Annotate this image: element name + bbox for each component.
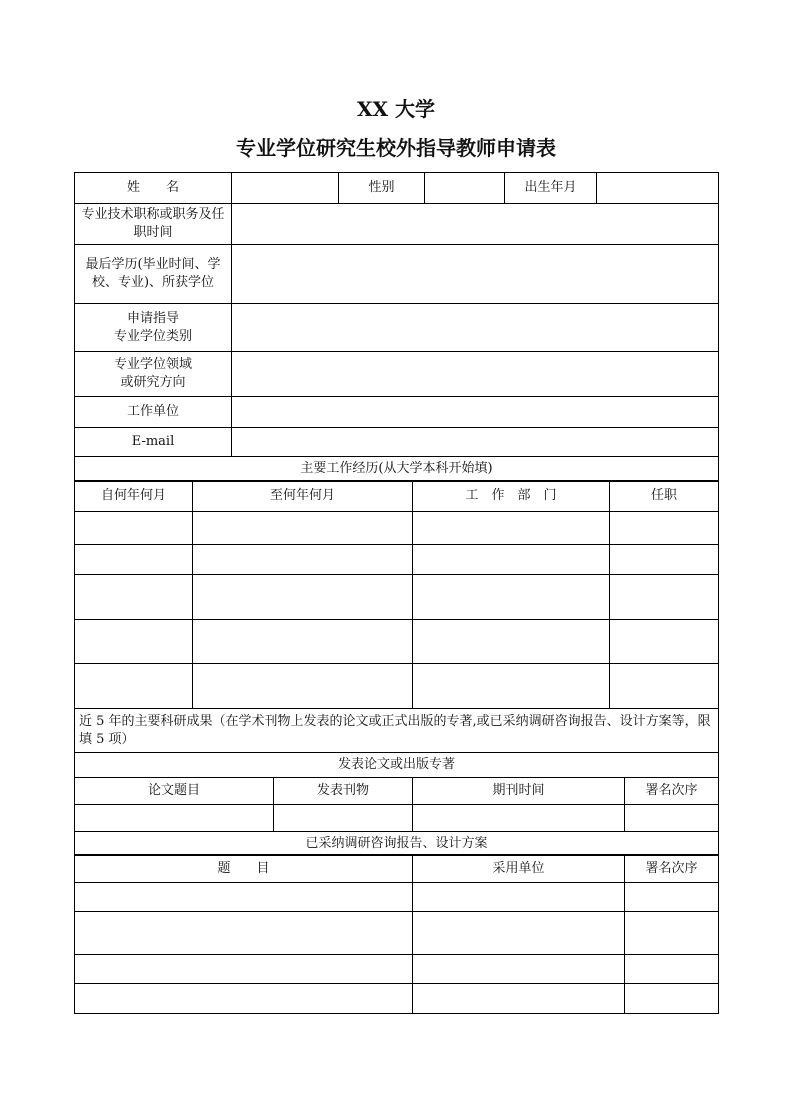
table-row [75,912,719,955]
education-field[interactable] [232,245,719,304]
name-field[interactable] [232,173,339,204]
paper-title-header: 论文题目 [75,778,274,805]
degree-category-label-line2: 专业学位类别 [113,328,192,344]
work-department-cell[interactable] [413,664,610,709]
work-position-cell[interactable] [610,545,719,575]
work-position-cell[interactable] [610,664,719,709]
education-label: 最后学历(毕业时间、学校、专业)、所获学位 [75,245,232,304]
work-department-header: 工 作 部 门 [413,481,610,512]
papers-table [74,777,719,856]
research-field-label [75,352,232,397]
table-row [75,955,719,984]
report-title-cell[interactable] [75,984,413,1014]
work-from-cell[interactable] [75,545,193,575]
birth-field[interactable] [597,173,719,204]
work-to-cell[interactable] [193,545,413,575]
work-from-header: 自何年何月 [75,481,193,512]
work-department-cell[interactable] [413,512,610,545]
report-title-cell[interactable] [75,883,413,912]
report-adopter-cell[interactable] [413,883,625,912]
report-author-order-header: 署名次序 [625,855,719,883]
table-row [75,984,719,1014]
report-author-order-cell[interactable] [625,883,719,912]
paper-author-order-cell[interactable] [625,805,719,832]
table-row [75,883,719,912]
table-row [75,805,719,832]
work-department-cell[interactable] [413,620,610,664]
report-adopter-cell[interactable] [413,955,625,984]
report-author-order-cell[interactable] [625,955,719,984]
degree-category-label-line1: 申请指导 [126,310,179,326]
report-author-order-cell[interactable] [625,912,719,955]
work-from-cell[interactable] [75,512,193,545]
research-field-field[interactable] [232,352,719,397]
professional-title-label: 专业技术职称或职务及任职时间 [75,204,232,245]
professional-title-field[interactable] [232,204,719,245]
papers-heading: 发表论文或出版专著 [75,753,719,778]
work-to-cell[interactable] [193,575,413,620]
report-adopter-header: 采用单位 [413,855,625,883]
gender-label: 性别 [339,173,425,204]
report-adopter-cell[interactable] [413,984,625,1014]
birth-label: 出生年月 [505,173,597,204]
work-department-cell[interactable] [413,545,610,575]
table-row [75,575,719,620]
paper-author-order-header: 署名次序 [625,778,719,805]
paper-journal-cell[interactable] [274,805,413,832]
work-to-cell[interactable] [193,512,413,545]
research-field-label-line2: 或研究方向 [120,375,186,390]
table-row [75,664,719,709]
paper-date-header: 期刊时间 [413,778,625,805]
email-field[interactable] [232,428,719,457]
work-position-cell[interactable] [610,512,719,545]
employer-field[interactable] [232,397,719,428]
work-history-table [74,480,719,778]
work-from-cell[interactable] [75,620,193,664]
report-author-order-cell[interactable] [625,984,719,1014]
report-title-header: 题 目 [75,855,413,883]
work-to-cell[interactable] [193,620,413,664]
work-from-cell[interactable] [75,664,193,709]
gender-field[interactable] [425,173,505,204]
form-title: 专业学位研究生校外指导教师申请表 [236,136,556,160]
table-row [75,545,719,575]
work-position-cell[interactable] [610,620,719,664]
work-history-heading: 主要工作经历(从大学本科开始填) [75,457,719,482]
personal-info-table [74,172,719,482]
research-field-label-line1: 专业学位领域 [113,357,192,372]
degree-category-field[interactable] [232,304,719,352]
paper-title-cell[interactable] [75,805,274,832]
research-achievements-heading: 近 5 年的主要科研成果（在学术刊物上发表的论文或正式出版的专著,或已采纳调研咨询报告、设计方案等，限填 5 项） [75,709,719,753]
work-to-cell[interactable] [193,664,413,709]
work-department-cell[interactable] [413,575,610,620]
email-label: E-mail [75,428,232,457]
work-position-header: 任职 [610,481,719,512]
reports-table [74,854,719,1014]
report-adopter-cell[interactable] [413,912,625,955]
degree-category-label [75,304,232,352]
work-to-header: 至何年何月 [193,481,413,512]
employer-label: 工作单位 [75,397,232,428]
reports-heading: 已采纳调研咨询报告、设计方案 [75,832,719,856]
paper-date-cell[interactable] [413,805,625,832]
paper-journal-header: 发表刊物 [274,778,413,805]
report-title-cell[interactable] [75,955,413,984]
table-row [75,512,719,545]
work-from-cell[interactable] [75,575,193,620]
university-title: XX 大学 [357,97,435,121]
report-title-cell[interactable] [75,912,413,955]
name-label: 姓 名 [75,173,232,204]
table-row [75,620,719,664]
work-position-cell[interactable] [610,575,719,620]
